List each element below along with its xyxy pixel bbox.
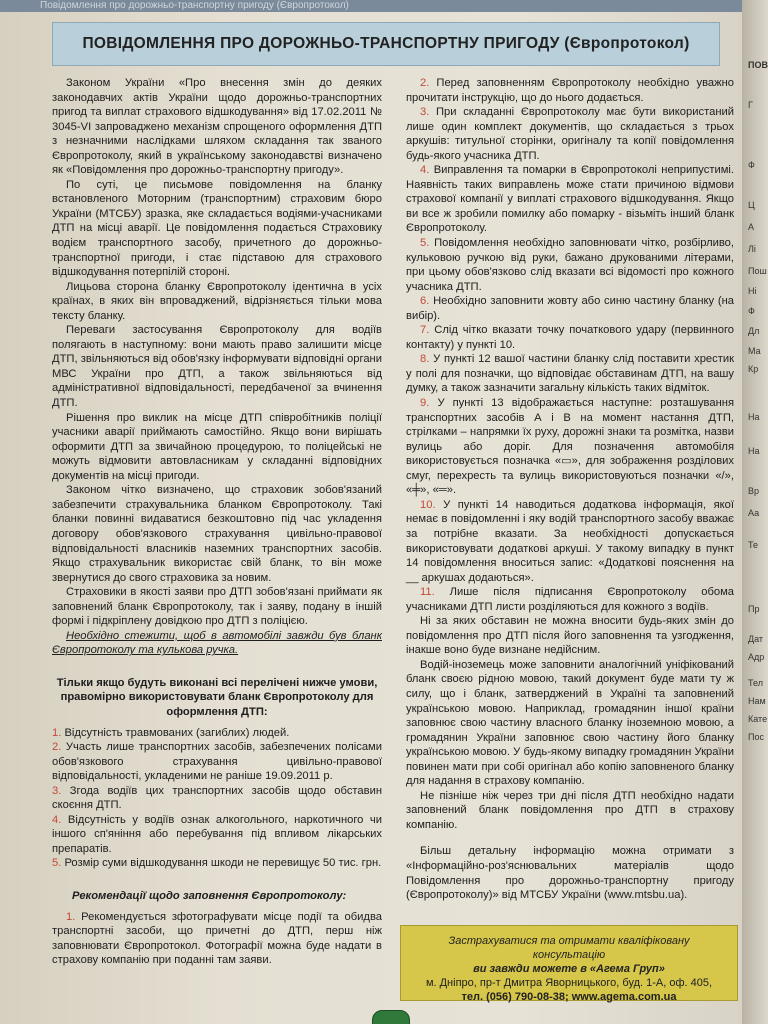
side-fragment: Вр [748,486,760,496]
side-fragment: Пос [748,732,764,742]
list-item: 1. Відсутність травмованих (загиблих) людей. [52,726,290,739]
ad-line: Застрахуватися та отримати кваліфіковану консультацію [448,935,690,961]
recommendations-heading: Рекомендації щодо заповнення Європротоколу: [72,889,347,902]
side-fragment: А [748,222,755,232]
list-item: 10. У пункті 14 наводиться додаткова інформація, якої немає в повідомленні і яку водій транспортного засобу вважає за потрібне вказати. За необхідності допускається використовувати додаткові аркуші. У такому випадку в пункт 14 повідомлення вноситься запис: «Додаткові пояснення на __ аркушах додаються». [406,498,735,584]
side-fragment: Ма [748,346,761,356]
side-fragment: На [748,412,760,422]
pen-note: Необхідно стежити, щоб в автомобілі завжди був бланк Європротоколу та кулькова ручка. [52,629,382,657]
side-fragment: Г [748,100,753,110]
list-item: 3. Згода водіїв цих транспортних засобів щодо обставин скоєння ДТП. [52,784,382,812]
side-fragment: Ц [748,200,755,210]
side-fragment: Дл [748,326,760,336]
title-banner [52,22,720,66]
paragraph: Не пізніше ніж через три дні після ДТП необхідно надати заповнений бланк повідомлення про ДТП в страхову компанію. [406,789,734,831]
side-fragment: Ф [748,306,755,316]
page-logo-icon [372,1010,410,1024]
paragraph: Більш детальну інформацію можна отримати з «Інформаційно-роз'яснювальних матеріалів щодо Повідомлення про дорожньо-транспортну пригоду (Європротоколу)» від МТСБУ України (www.mtsbu.ua). [406,845,734,902]
conditions-heading: Тільки якщо будуть виконані всі перелічені нижче умови, правомірно використовувати бланк Європротоколу для оформлення ДТП: [56,676,378,718]
right-column [406,76,734,903]
side-fragment: На [748,446,760,456]
side-fragment: Пош [748,266,767,276]
side-fragment: Кате [748,714,768,724]
list-item: 9. У пункті 13 відображається наступне: розташування транспортних засобів А і В на момент настання ДТП, стрілками – напрямки їх руху, дорожні знаки та розмітка, назви вулиць або доріг. Для позначення автомобіля використовується позначка «▭», для зображення розділових смуг, перехресть та вулиць використовуються позначки «/», «╪», «═». [406,397,735,497]
side-fragment: Лі [748,244,756,254]
paragraph: Рішення про виклик на місце ДТП співробітників поліції учасники аварії приймають самостійно. Якщо вони вирішать оформити ДТП за звичайною процедурою, то поліцейські не можуть відмовити автовласникам у складанні відповідних документів на місці пригоди. [52,411,382,482]
ad-address: м. Дніпро, пр-т Дмитра Яворницького, буд. 1-А, оф. 405, [425,977,713,989]
list-item: 11. Лише після підписання Європротоколу обома учасниками ДТП листи розділяються для кожного з водіїв. [406,586,734,613]
adjacent-page-edge [742,0,768,1024]
paragraph: Ні за яких обставин не можна вносити будь-яких змін до повідомлення про ДТП після його заповнення та узгодження, інакше воно буде визнане недійсним. [406,615,734,657]
conditions-list [52,726,382,871]
left-column [52,76,382,968]
list-item: 6. Необхідно заповнити жовту або синю частину бланку (на вибір). [406,295,734,322]
side-fragment: Нам [748,696,766,706]
ad-line: ви завжди можете в «Агема Груп» [473,963,665,975]
paragraph: Законом чітко визначено, що страховик зобов'язаний забезпечити страхувальника бланком Європротоколу. Такі бланки повинні видаватися безкоштовно під час укладення договору обов'язкового страхування цивільно-правової відповідальності власників наземних транспортних засобів. Якщо страхувальник використає свій бланк, то він може звернутися до свого страховика за новим. [52,484,382,584]
list-item: 3. При складанні Європротоколу має бути використаний лише один комплект документів, що складається з трьох аркушів: титульної сторінки, оригіналу та копії повідомлення будь-якого учасника ДТП. [406,106,734,162]
side-fragment: Те [748,540,758,550]
paragraph: По суті, це письмове повідомлення на бланку встановленого Моторним (транспортним) страховим бюро України (МТСБУ) зразка, яке складається водіями-учасниками ДТП на місці аварії. Це повідомлення подається Страховику водієм транспортного засобу, причетного до дорожньо-транспортної пригоди, і стає підставою для страхового відшкодування потерпілій стороні. [52,178,382,279]
page-title: ПОВІДОМЛЕННЯ ПРО ДОРОЖНЬО-ТРАНСПОРТНУ ПРИГОДУ (Європротокол) [82,35,690,52]
paragraph: Водій-іноземець може заповнити аналогічний уніфікований бланк своєю рідною мовою, такий документ буде мати ту ж силу, що і бланк, затверджений в Україні та заповнений українською мовою. Наприклад, громадянин іншої країни заповнює свою частину власного бланку іноземною мовою, а громадянин України заповнює свою частину його бланку українською мовою. У будь-якому випадку громадянин України повинен мати при собі оригінал або копію заповненого бланку для надання в страхову компанію. [406,658,734,788]
paragraph: Переваги застосування Європротоколу для водіїв полягають в наступному: вони мають право залишити місце ДТП, звільняються від обов'язку інформувати відповідні органи МВС України про ДТП, а також звільняються від адміністративної відповідальності, передбаченої за вчинення ДТП. [52,324,382,410]
side-fragment: Кр [748,364,759,374]
side-fragment: Дат [748,634,764,644]
list-item: 2. Перед заповненням Європротоколу необхідно уважно прочитати інструкцію, що до нього додається. [406,77,734,104]
paragraph: Страховики в якості заяви про ДТП зобов'язані приймати як заповнений бланк Європротоколу, так і заяву, подану в іншій формі і підкріплену довідкою про ДТП з поліцією. [52,586,382,628]
running-head: Повідомлення про дорожньо-транспортну пригоду (Європротокол) [0,0,742,12]
list-item: 1. Рекомендується зфотографувати місце події та обидва транспортні засоби, що причетні до ДТП, перш ніж заповнювати Європротокол. Фотографії можна буде надати в страхову компанію при поданні там заяви. [52,910,382,967]
ad-contacts: тел. (056) 790-08-38; www.agema.com.ua [461,991,677,1003]
side-fragment: ПОВ [748,60,768,70]
paragraph: Законом України «Про внесення змін до деяких законодавчих актів України щодо дорожньо-транспортних пригод та виплат страхового відшкодування» від 17.02.2011 № 3045-VI запроваджено механізм спрощеного оформлення ДТП з незначними наслідками шляхом складання так званого Європротоколу, який в українському законодавстві визначено як «Повідомлення про дорожньо-транспортну пригоду». [52,77,382,177]
list-item: 4. Виправлення та помарки в Європротоколі неприпустимі. Наявність таких виправлень може стати причиною відмови страхової компанії у виплаті страхового відшкодування. Якщо ви все ж зробили помилку або помарку - візьміть інший бланк Європротоколу. [406,164,734,235]
side-fragment: Ні [748,286,757,296]
list-item: 8. У пункті 12 вашої частини бланку слід поставити хрестик у полі для позначки, що відповідає обставинам ДТП, на вашу думку, а також зазначити загальну кількість таких відміток. [406,353,734,395]
list-item: 2. Участь лише транспортних засобів, забезпечених полісами обов'язкового страхування цивільно-правової відповідальності, укладеними не раніше 19.09.2011 р. [52,741,382,783]
side-fragment: Аа [748,508,760,518]
paragraph: Лицьова сторона бланку Європротоколу ідентична в усіх країнах, в яких він впроваджений, відрізняється тільки мова тексту бланку. [52,280,382,322]
list-item: 4. Відсутність у водіїв ознак алкогольного, наркотичного чи іншого сп'яніння або перебування під впливом лікарських препаратів. [52,813,382,855]
side-fragment: Адр [748,652,765,662]
list-item: 5. Розмір суми відшкодування шкоди не перевищує 50 тис. грн. [52,857,382,870]
agema-ad-box [400,925,738,1001]
list-item: 5. Повідомлення необхідно заповнювати чітко, розбірливо, кульковою ручкою від руки, бажано друкованими літерами, при цьому обов'язково слід вказати всі відомості про кожного учасника ДТП. [406,237,735,293]
side-fragment: Ф [748,160,755,170]
side-fragment: Тел [748,678,763,688]
side-fragment: Пр [748,604,760,614]
list-item: 7. Слід чітко вказати точку початкового удару (первинного контакту) у пункті 10. [406,324,735,351]
